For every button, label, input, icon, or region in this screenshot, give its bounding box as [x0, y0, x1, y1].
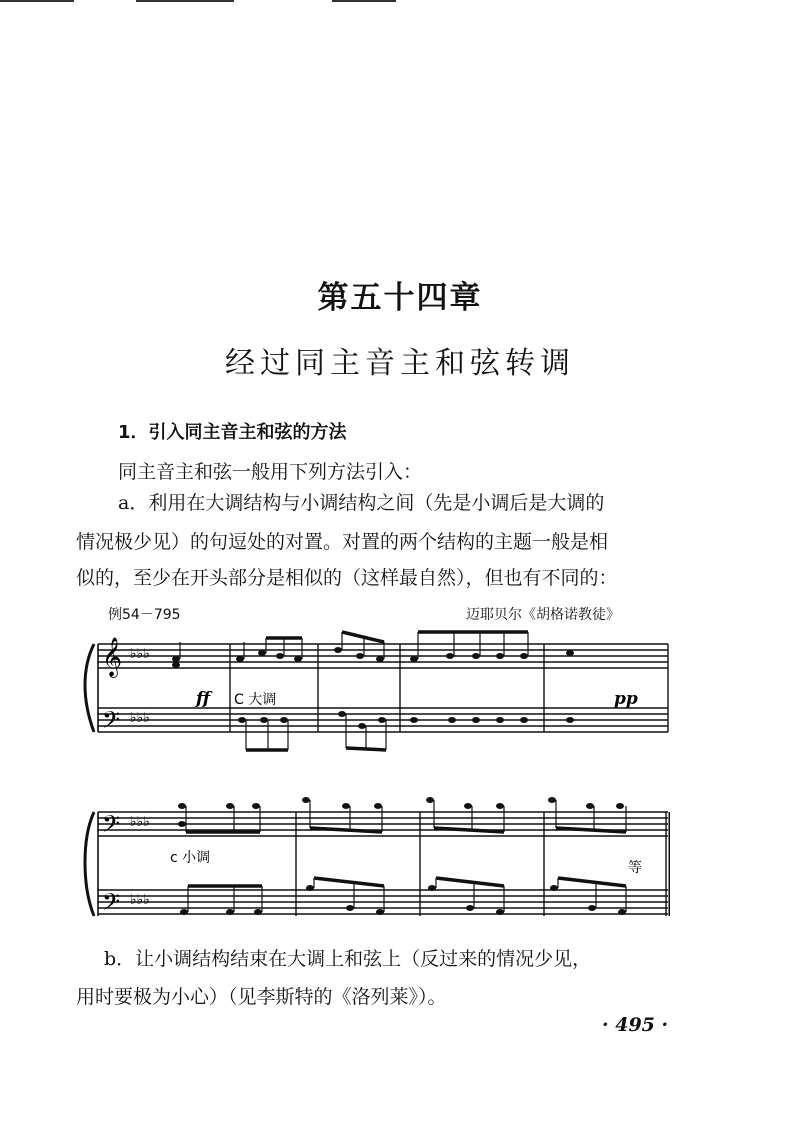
key-label-major: C 大调 [234, 692, 277, 708]
svg-text:♭♭♭: ♭♭♭ [130, 646, 150, 662]
paragraph-a-line-1: a．利用在大调结构与小调结构之间（先是小调后是大调的 [118, 492, 605, 514]
svg-text:♭♭♭: ♭♭♭ [130, 710, 150, 726]
end-mark: 等 [628, 860, 642, 876]
key-label-minor: c 小调 [170, 850, 211, 866]
chapter-subtitle: 经过同主音主和弦转调 [225, 346, 575, 381]
svg-text:♭♭♭: ♭♭♭ [130, 892, 150, 908]
svg-text:𝄞: 𝄞 [102, 637, 123, 677]
scan-edge-line [332, 0, 396, 2]
example-source: 迈耶贝尔《胡格诺教徒》 [466, 607, 620, 623]
svg-text:𝄢: 𝄢 [102, 810, 121, 843]
paragraph-intro: 同主音主和弦一般用下列方法引入： [118, 461, 423, 483]
music-score [80, 628, 670, 928]
paragraph-b-line-2: 用时要极为小心）（见李斯特的《洛列莱》）。 [76, 986, 447, 1008]
example-label: 例54－795 [108, 607, 181, 623]
paragraph-a-line-3: 似的，至少在开头部分是相似的（这样最自然），但也有不同的： [76, 567, 618, 589]
score-system-1 [85, 632, 668, 750]
dynamic-ff: ff [196, 689, 211, 709]
svg-text:𝄢: 𝄢 [102, 706, 121, 739]
scan-edge-line [0, 0, 74, 2]
section-heading: 1．引入同主音主和弦的方法 [118, 422, 347, 443]
chapter-title: 第五十四章 [317, 280, 483, 316]
scan-edge-line [136, 0, 234, 2]
page-number: · 495 · [602, 1014, 669, 1036]
svg-text:♭♭♭: ♭♭♭ [130, 814, 150, 830]
dynamic-pp: pp [614, 689, 638, 709]
paragraph-a-line-2: 情况极少见）的句逗处的对置。对置的两个结构的主题一般是相 [76, 531, 609, 553]
score-system-2 [85, 797, 670, 921]
svg-text:𝄢: 𝄢 [102, 888, 121, 921]
paragraph-b-line-1: b．让小调结构结束在大调上和弦上（反过来的情况少见， [104, 948, 592, 970]
